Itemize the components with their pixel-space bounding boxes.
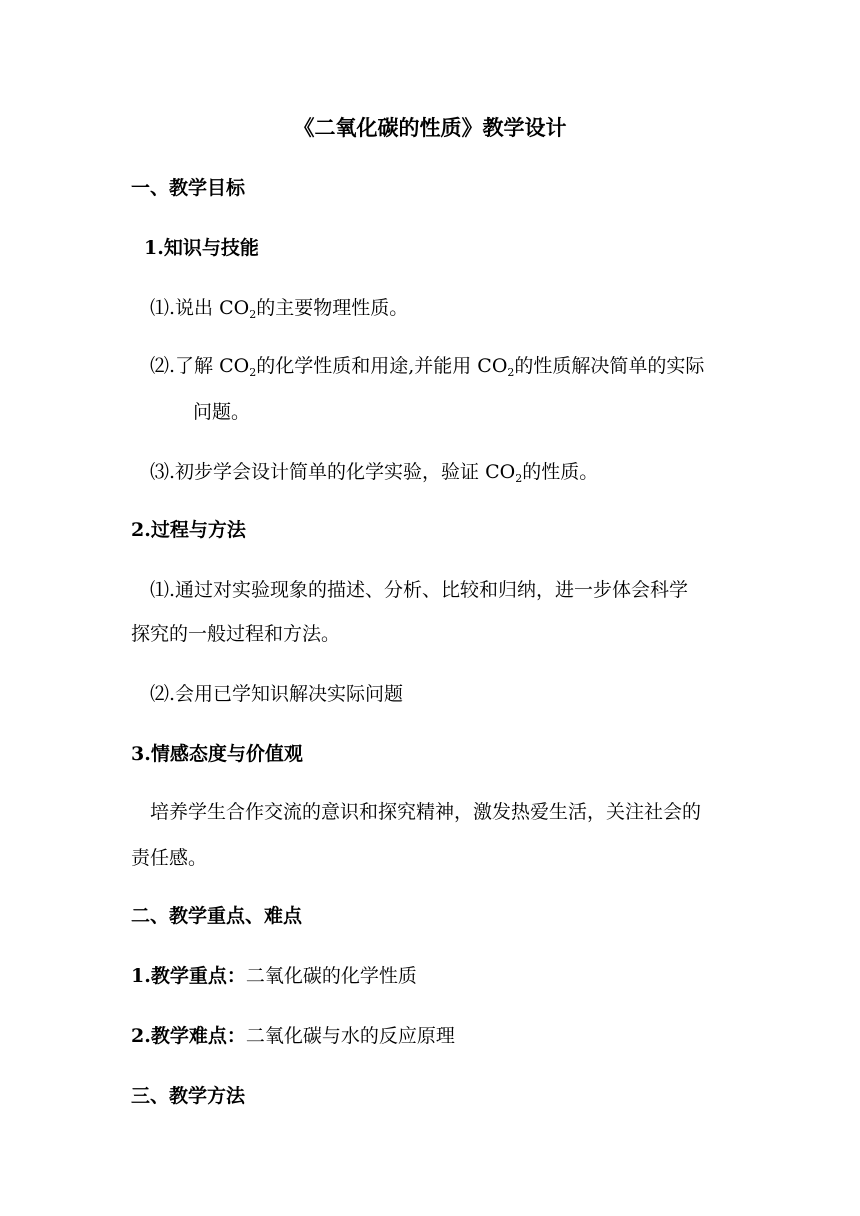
item-text: ⑴.说出 CO <box>150 297 250 319</box>
knowledge-item-2 <box>150 354 704 381</box>
difficulty-text: 二氧化碳与水的反应原理 <box>245 1025 455 1047</box>
subscript: 2 <box>249 308 257 321</box>
attitude-line-2: 责任感。 <box>131 847 208 869</box>
key-point-text: 二氧化碳的化学性质 <box>245 965 417 987</box>
attitude-line-1: 培养学生合作交流的意识和探究精神，激发热爱生活，关注社会的 <box>150 801 702 823</box>
subscript: 2 <box>515 472 523 485</box>
subsection-heading-knowledge: 1.知识与技能 <box>144 237 259 259</box>
item-text: 的性质。 <box>522 461 599 483</box>
difficulty-label: 2.教学难点： <box>131 1025 246 1047</box>
key-point-label: 1.教学重点： <box>131 965 246 987</box>
key-point-row <box>131 964 417 988</box>
knowledge-item-2-continuation: 问题。 <box>193 401 251 423</box>
section-heading-keypoints: 二、教学重点、难点 <box>131 905 303 927</box>
subscript: 2 <box>507 366 515 379</box>
item-text: 的化学性质和用途,并能用 CO <box>256 355 508 377</box>
difficulty-row <box>131 1024 455 1048</box>
process-item-2: ⑵.会用已学知识解决实际问题 <box>150 683 404 705</box>
item-text: ⑵.了解 CO <box>150 355 250 377</box>
item-text: 的性质解决简单的实际 <box>514 355 705 377</box>
process-item-1-line1: ⑴.通过对实验现象的描述、分析、比较和归纳，进一步体会科学 <box>150 579 689 601</box>
document-title: 《二氧化碳的性质》教学设计 <box>293 115 567 140</box>
item-text: ⑶.初步学会设计简单的化学实验，验证 CO <box>150 461 516 483</box>
subsection-heading-attitude: 3.情感态度与价值观 <box>131 743 303 765</box>
subscript: 2 <box>249 366 257 379</box>
item-text: 的主要物理性质。 <box>256 297 409 319</box>
process-item-1-line2: 探究的一般过程和方法。 <box>131 623 341 645</box>
subsection-heading-process: 2.过程与方法 <box>131 519 246 541</box>
section-heading-methods: 三、教学方法 <box>131 1085 246 1107</box>
knowledge-item-1 <box>150 296 408 323</box>
section-heading-objectives: 一、教学目标 <box>131 177 246 199</box>
knowledge-item-3 <box>150 460 598 487</box>
